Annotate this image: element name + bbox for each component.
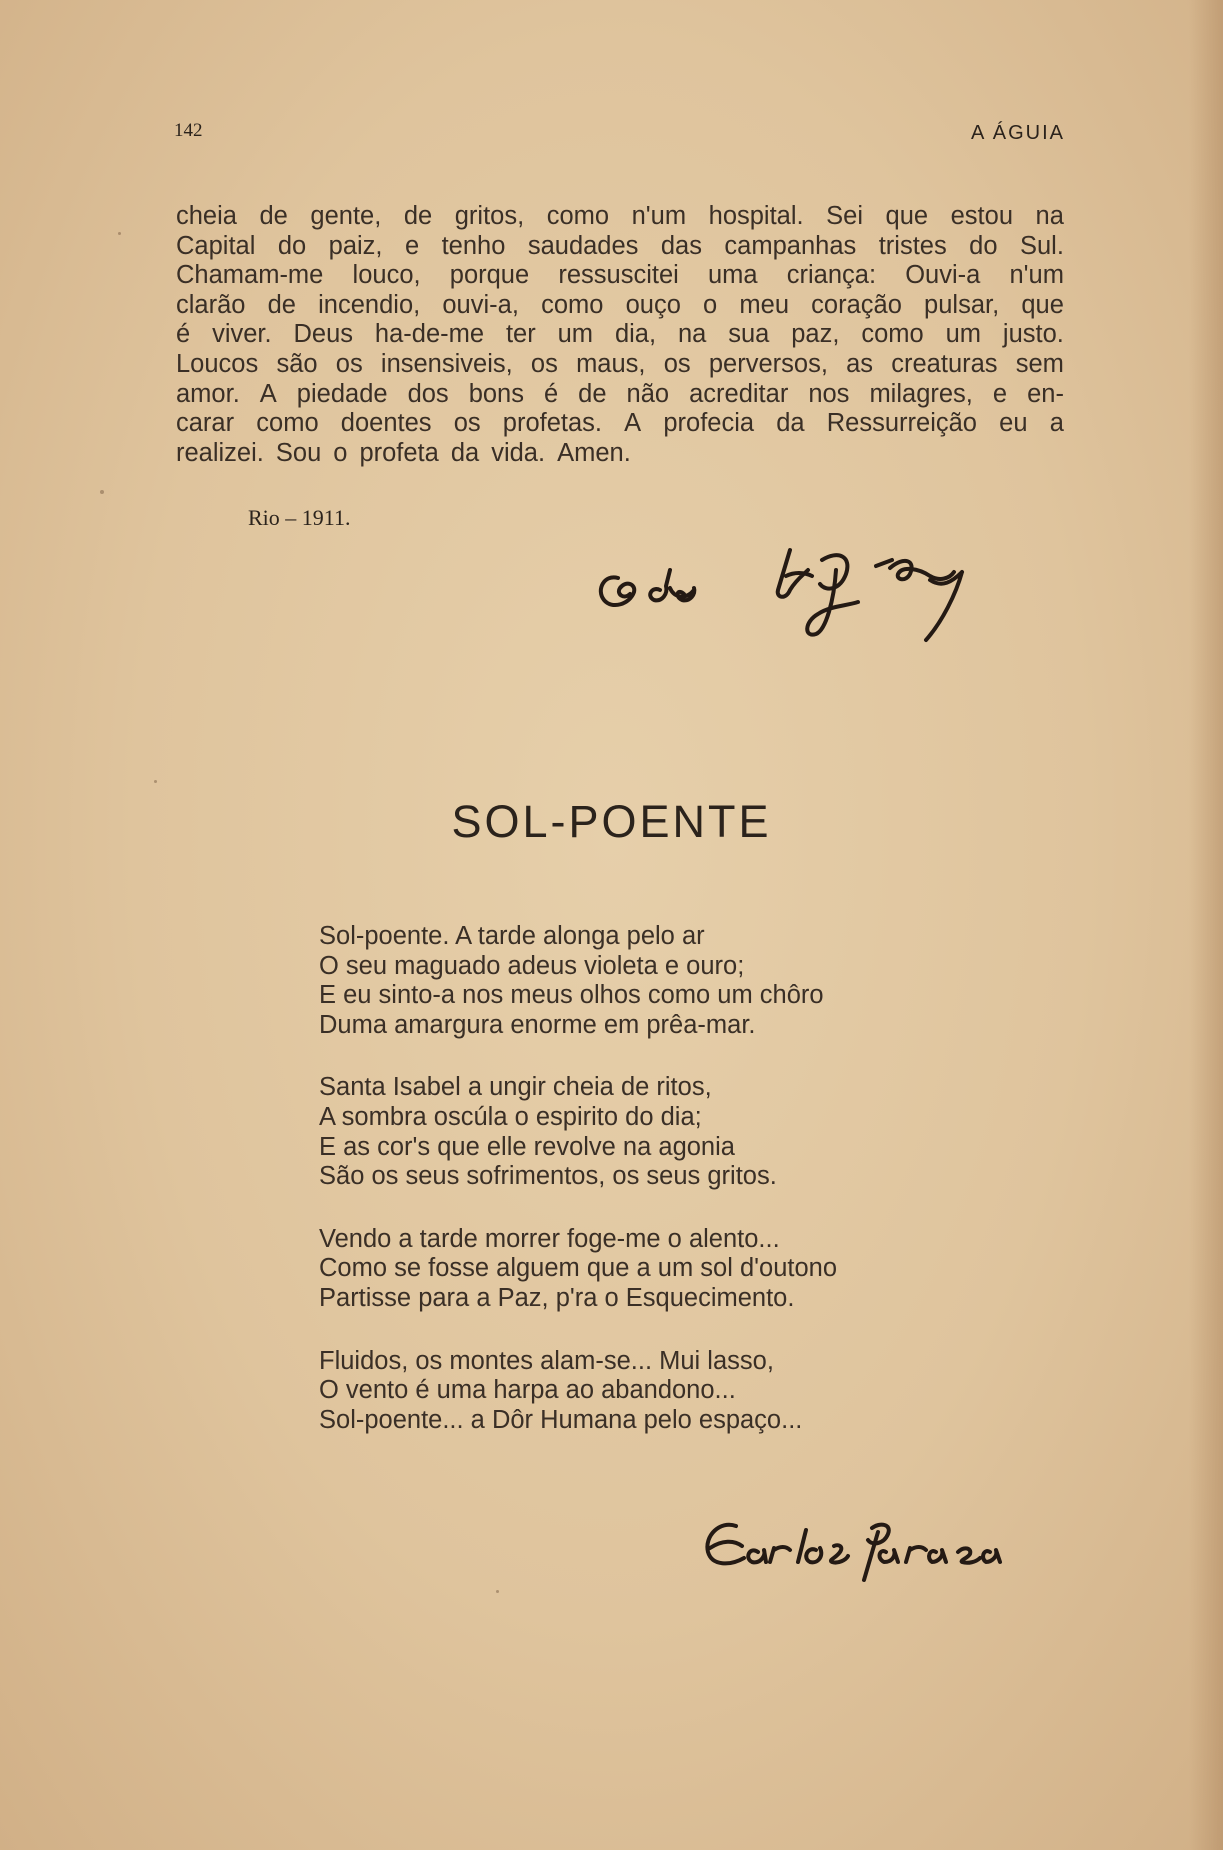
verse-line: Vendo a tarde morrer foge-me o alento...: [319, 1224, 780, 1253]
paper-speck: [154, 780, 157, 783]
page-edge-shadow: [1189, 0, 1223, 1850]
prose-line: Capital do paiz, e tenho saudades das campanhas tristes do Sul.: [176, 231, 1064, 260]
poem-body: [319, 922, 1019, 1468]
running-head: A ÁGUIA: [970, 122, 1065, 144]
prose-line: é viver. Deus ha-de-me ter um dia, na sua paz, como um justo.: [176, 320, 1064, 349]
prose-line: clarão de incendio, ouvi-a, como ouço o meu coração pulsar, que: [176, 290, 1064, 319]
verse-line: O seu maguado adeus violeta e ouro;: [319, 951, 745, 980]
prose-line: cheia de gente, de gritos, como n'um hospital. Sei que estou na: [176, 202, 1064, 230]
dateline: Rio – 1911.: [248, 505, 351, 530]
page-header: [174, 120, 1065, 150]
poem-title: SOL-POENTE: [451, 796, 772, 847]
stanza: [319, 922, 1019, 1040]
prose-line: realizei. Sou o profeta da vida. Amen.: [176, 438, 631, 467]
stanza: [319, 1225, 1019, 1314]
verse-line: Fluidos, os montes alam-se... Mui lasso,: [319, 1346, 774, 1375]
verse-line: Santa Isabel a ungir cheia de ritos,: [319, 1073, 712, 1102]
verse-line: Sol-poente. A tarde alonga pelo ar: [319, 922, 705, 950]
paper-speck: [118, 232, 121, 235]
paper-speck: [100, 490, 104, 494]
stanza: [319, 1347, 1019, 1436]
verse-line: Sol-poente... a Dôr Humana pelo espaço...: [319, 1405, 803, 1434]
verse-line: A sombra oscúla o espirito do dia;: [319, 1102, 702, 1131]
prose-line: amor. A piedade dos bons é de não acreditar nos milagres, e en-: [176, 379, 1064, 408]
signature-one: [590, 530, 1070, 660]
verse-line: Partisse para a Paz, p'ra o Esquecimento.: [319, 1283, 795, 1312]
verse-line: E as cor's que elle revolve na agonia: [319, 1132, 735, 1161]
verse-line: E eu sinto-a nos meus olhos como um chôro: [319, 981, 824, 1010]
prose-line: Loucos são os insensiveis, os maus, os perversos, as creaturas sem: [176, 349, 1064, 378]
verse-line: O vento é uma harpa ao abandono...: [319, 1376, 736, 1405]
prose-line: carar como doentes os profetas. A profecia da Ressurreição eu a: [176, 409, 1064, 438]
verse-line: Como se fosse alguem que a um sol d'outono: [319, 1254, 838, 1283]
verse-line: Duma amargura enorme em prêa-mar.: [319, 1010, 756, 1039]
signature-two: [700, 1500, 1040, 1590]
page-number: 142: [174, 120, 203, 141]
paper-speck: [496, 1590, 499, 1593]
signature-two-scrawl: [700, 1500, 1040, 1590]
verse-line: São os seus sofrimentos, os seus gritos.: [319, 1162, 777, 1191]
signature-one-scrawl: [590, 530, 1070, 660]
prose-line: Chamam-me louco, porque ressuscitei uma criança: Ouvi-a n'um: [176, 261, 1064, 290]
stanza: [319, 1073, 1019, 1191]
prose-text: [176, 202, 1064, 468]
